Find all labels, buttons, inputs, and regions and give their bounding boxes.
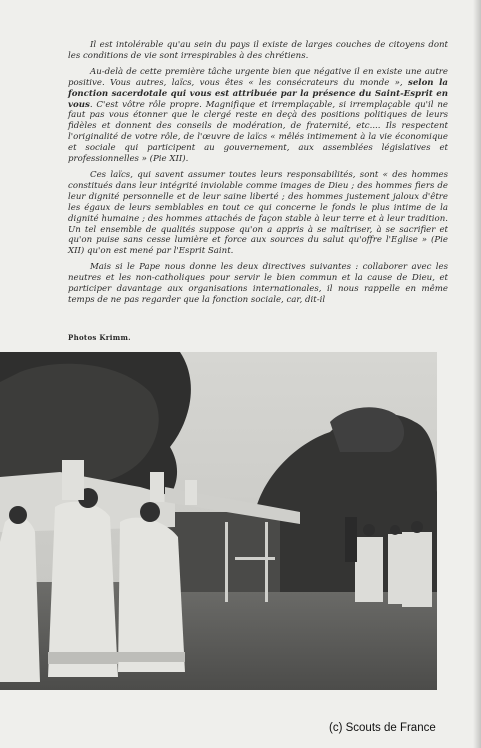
paragraph-text: Mais si le Pape nous donne les deux directives suivantes : collaborer avec les neutres et les non-catholiques pour servir le bien commun et la cause de Dieu, et participer davantage aux organisations internationales, il nous rappelle en même temps de ne pas regarder que la fonction sociale, car, dit-il	[68, 262, 448, 305]
page-edge-shadow	[473, 0, 481, 748]
article-text	[68, 40, 448, 311]
paragraph-text: . C'est vôtre rôle propre. Magnifique et irremplaçable, si irremplaçable qu'il ne faut pas vous étonner que le clergé reste en deçà des positions politiques de leurs fidèles et donnent des conseils de modération, de fraternité, etc.... Ils respectent l'originalité de votre rôle, de l'œuvre de laïcs « mêlés intimement à la vie économique et sociale qui participent au gouvernement, aux assemblées législatives et professionnelles » (Pie XII).	[68, 99, 448, 165]
emphasized-text: selon la fonction sacerdotale qui vous est attribuée par la présence du Saint-Esprit en vous	[68, 77, 448, 110]
paragraph	[68, 67, 448, 165]
paragraph	[68, 170, 448, 257]
photo-credit: Photos Krimm.	[68, 333, 131, 342]
copyright-notice: (c) Scouts de France	[329, 722, 436, 734]
paragraph	[68, 262, 448, 306]
paragraph-text: Au-delà de cette première tâche urgente bien que négative il en existe une autre positive. Vous autres, laïcs, vous êtes « les consécrateurs du monde »,	[68, 66, 448, 88]
paragraph-text: Ces laïcs, qui savent assumer toutes leurs responsabilités, sont « des hommes constitués dans leur intégrité inviolable comme images de Dieu ; des hommes fiers de leur dignité personnelle et de leur saine liberté ; des hommes justement jaloux d'être les égaux de leurs semblables en tout ce qui concerne le fonds le plus intime de la dignité humaine ; des hommes attachés de façon stable à leur terre et à leur tradition. Un tel ensemble de qualités suppose qu'on a appris à se maîtriser, à se sacrifier et qu'on puise sans cesse lumière et force aux sources du salut qu'offre l'Eglise » (Pie XII) qu'on est mené par l'Esprit Saint.	[68, 169, 448, 257]
paragraph	[68, 40, 448, 62]
outdoor-mass-photo	[0, 352, 437, 690]
paragraph-text: Il est intolérable qu'au sein du pays il existe de larges couches de citoyens dont les conditions de vie sont irrespirables à des chrétiens.	[68, 40, 448, 61]
